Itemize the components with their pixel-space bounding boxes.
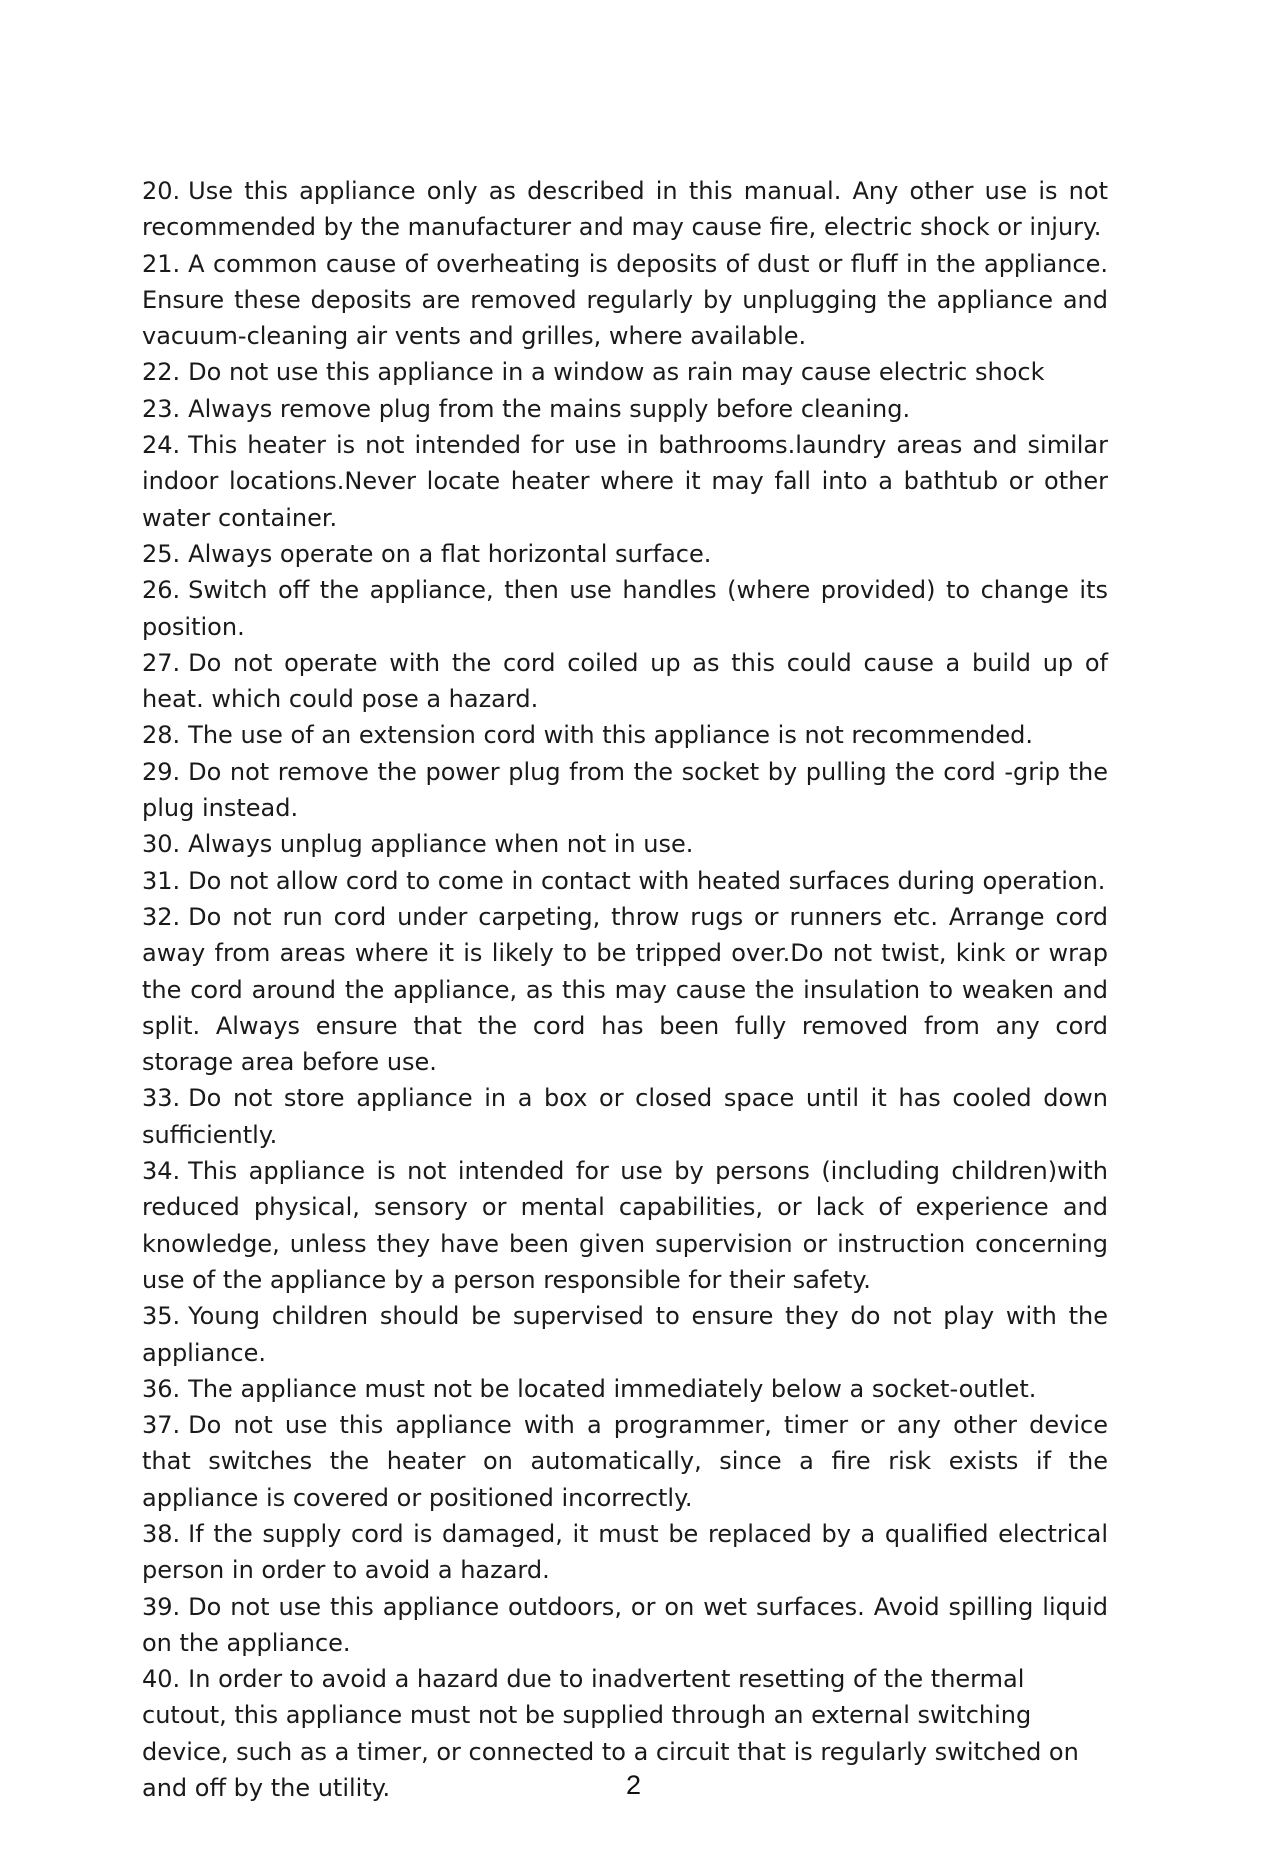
item-number: 38.	[142, 1519, 181, 1548]
item-text: Always unplug appliance when not in use.	[188, 830, 694, 859]
safety-item-34	[142, 1153, 1108, 1298]
safety-item-37	[142, 1407, 1108, 1516]
item-number: 27.	[142, 648, 181, 677]
safety-item-23	[142, 391, 1108, 427]
item-number: 26.	[142, 576, 181, 605]
safety-item-35	[142, 1298, 1108, 1371]
item-text: Switch off the appliance, then use handles (where provided) to change its position.	[142, 576, 1108, 641]
item-number: 23.	[142, 394, 181, 423]
item-number: 31.	[142, 866, 181, 895]
item-number: 20.	[142, 177, 181, 205]
item-text: In order to avoid a hazard due to inadvertent resetting of the thermal cutout, this appliance must not be supplied through an external switching device, such as a timer, or connected to a circuit that is regularly switched on and off by the utility.	[142, 1665, 1079, 1803]
safety-item-21	[142, 246, 1108, 355]
safety-item-26	[142, 572, 1108, 645]
item-text: A common cause of overheating is deposits of dust or fluff in the appliance. Ensure these deposits are removed regularly by unplugging the appliance and vacuum-cleaning air vents and grilles, where available.	[142, 249, 1108, 351]
item-text: The use of an extension cord with this appliance is not recommended.	[188, 721, 1033, 750]
item-text: Do not allow cord to come in contact with heated surfaces during operation.	[188, 866, 1106, 895]
item-number: 28.	[142, 721, 181, 750]
safety-item-33	[142, 1080, 1108, 1153]
item-number: 30.	[142, 830, 181, 859]
item-number: 40.	[142, 1665, 181, 1694]
item-number: 32.	[142, 902, 181, 931]
item-number: 37.	[142, 1411, 181, 1440]
item-text: Young children should be supervised to ensure they do not play with the appliance.	[142, 1302, 1108, 1367]
item-number: 29.	[142, 757, 181, 786]
safety-item-30	[142, 826, 1108, 862]
safety-item-25	[142, 536, 1108, 572]
item-number: 34.	[142, 1157, 181, 1186]
safety-item-29	[142, 754, 1108, 827]
safety-item-22	[142, 354, 1108, 390]
item-number: 25.	[142, 539, 181, 568]
item-number: 21.	[142, 249, 181, 278]
safety-item-28	[142, 717, 1108, 753]
item-text: This appliance is not intended for use by persons (including children)with reduced physical, sensory or mental capabilities, or lack of experience and knowledge, unless they have been given supervision or instruction concerning use of the appliance by a person responsible for their safety.	[142, 1157, 1108, 1294]
item-text: The appliance must not be located immediately below a socket-outlet.	[188, 1374, 1037, 1403]
safety-item-32	[142, 899, 1108, 1080]
item-number: 33.	[142, 1084, 181, 1113]
safety-item-36	[142, 1371, 1108, 1407]
safety-item-27	[142, 645, 1108, 718]
item-number: 22.	[142, 358, 181, 387]
item-text: Do not run cord under carpeting, throw rugs or runners etc. Arrange cord away from areas where it is likely to be tripped over.Do not twist, kink or wrap the cord around the appliance, as this may cause the insulation to weaken and split. Always ensure that the cord has been fully removed from any cord storage area before use.	[142, 902, 1108, 1077]
item-text: Do not operate with the cord coiled up as this could cause a build up of heat. which could pose a hazard.	[142, 648, 1108, 714]
safety-item-31	[142, 863, 1108, 899]
item-number: 35.	[142, 1302, 181, 1331]
item-text: Do not store appliance in a box or closed space until it has cooled down sufficiently.	[142, 1084, 1108, 1149]
item-text: Do not use this appliance outdoors, or on wet surfaces. Avoid spilling liquid on the appliance.	[142, 1592, 1108, 1657]
item-text: Always operate on a flat horizontal surface.	[188, 539, 712, 568]
safety-item-38	[142, 1516, 1108, 1589]
safety-item-39	[142, 1589, 1108, 1662]
item-text: If the supply cord is damaged, it must be replaced by a qualified electrical person in order to avoid a hazard.	[142, 1519, 1108, 1585]
safety-item-20	[142, 173, 1108, 246]
item-text: Do not use this appliance in a window as rain may cause electric shock	[188, 358, 1045, 387]
item-text: Use this appliance only as described in this manual. Any other use is not recommended by the manufacturer and may cause fire, electric shock or injury.	[142, 177, 1108, 242]
safety-instructions	[142, 173, 1108, 1806]
item-number: 39.	[142, 1592, 181, 1621]
item-text: Do not use this appliance with a programmer, timer or any other device that switches the heater on automatically, since a fire risk exists if the appliance is covered or positioned incorrectly.	[142, 1411, 1108, 1512]
item-text: Always remove plug from the mains supply before cleaning.	[188, 394, 911, 423]
item-number: 24.	[142, 431, 181, 460]
safety-item-24	[142, 427, 1108, 536]
page-number: 2	[625, 1770, 642, 1800]
safety-list	[142, 173, 1108, 1806]
item-number: 36.	[142, 1374, 181, 1403]
item-text: Do not remove the power plug from the socket by pulling the cord -grip the plug instead.	[142, 757, 1108, 823]
item-text: This heater is not intended for use in bathrooms.laundry areas and similar indoor locations.Never locate heater where it may fall into a bathtub or other water container.	[142, 431, 1108, 532]
